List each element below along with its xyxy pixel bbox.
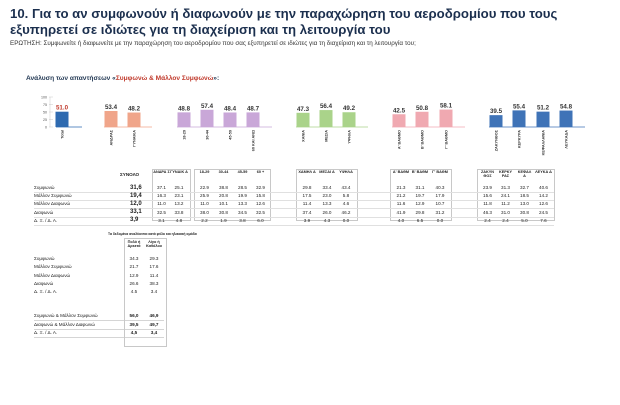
table-cell: 26.0 xyxy=(322,209,332,215)
table-cell: 31.0 xyxy=(501,209,510,215)
table2-header: Πολύ ή Αρκετά xyxy=(127,240,141,249)
table-cell: 25.1 xyxy=(174,185,184,190)
table-header-total: ΣΥΝΟΛΟ xyxy=(120,172,140,177)
table-row-divider xyxy=(34,208,554,209)
table-header-cell: 30-44 xyxy=(218,170,229,174)
category-label: Total xyxy=(60,130,65,139)
bar-value-label: 51.0 xyxy=(55,104,69,112)
table-cell: 21.2 xyxy=(396,193,406,199)
bar-value-label: 50.8 xyxy=(415,104,429,112)
table-total-value: 3,9 xyxy=(130,217,139,224)
table-header-cell: ΜΕΣΑΙ Α xyxy=(319,170,335,174)
table-header-cell: ΧΑΜΗΛ Α xyxy=(298,170,316,174)
table-cell: 5.8 xyxy=(342,193,350,199)
bar-value-label: 58.1 xyxy=(439,102,453,110)
bar xyxy=(560,111,573,127)
table2-summary-cell: 46,9 xyxy=(149,313,159,318)
table-cell: 37.1 xyxy=(157,185,166,190)
bar xyxy=(56,112,69,127)
table-row-divider xyxy=(34,217,554,218)
question-text: ΕΡΩΤΗΣΗ: Συμφωνείτε ή διαφωνείτε με την παραχώρηση του αεροδρομίου που σας εξυπηρετεί σε ιδιώτες για τη διαχείριση και τη λειτουργία του; xyxy=(10,40,416,47)
table-cell: 13.0 xyxy=(520,201,529,207)
table-cell: 24.5 xyxy=(539,209,548,215)
bar-value-label: 47.3 xyxy=(296,105,310,113)
table-cell: 12.9 xyxy=(415,201,425,207)
table2-row-label: Μάλλον Συμφωνώ xyxy=(34,264,72,270)
table-cell: 21.3 xyxy=(396,185,406,190)
table-cell: 29.8 xyxy=(302,185,312,190)
table-cell: 22.9 xyxy=(200,185,209,190)
y-tick-label: 0 xyxy=(45,125,47,130)
category-label: ΖΑΚΥΝΘΟΣ xyxy=(494,130,499,152)
bar-value-label: 55.4 xyxy=(512,103,526,111)
table2-cell: 21.7 xyxy=(129,264,139,270)
table-cell: 17.9 xyxy=(435,193,445,199)
category-label: ΓΥΝΑΙΚΑ xyxy=(132,130,137,147)
table2-cell: 4.5 xyxy=(130,289,138,295)
category-label: 60 ΚΑΙ ΑΝΩ xyxy=(251,130,256,152)
table-cell: 11.0 xyxy=(200,201,209,207)
table-header-cell: Α' ΒΑΘΜ xyxy=(392,170,410,174)
bar-value-label: 48.8 xyxy=(177,105,191,113)
table-header-cell: ΛΕΥΚΑ Δ xyxy=(535,170,552,174)
table-cell: 38.8 xyxy=(219,185,228,190)
table-cell: 41.9 xyxy=(396,209,406,215)
table2-cell: 34.3 xyxy=(129,256,139,261)
table-cell: 3.8 xyxy=(239,217,246,223)
table-cell: 11.2 xyxy=(501,201,510,207)
table-cell: 15.8 xyxy=(256,193,265,199)
category-label: Α' ΒΑΘΜΟ xyxy=(397,130,402,150)
table-cell: 10.1 xyxy=(219,201,228,207)
table-cell: 19.7 xyxy=(415,193,425,199)
table-cell: 4.0 xyxy=(397,217,405,223)
category-label: Γ' ΒΑΘΜΟ xyxy=(444,130,449,149)
table-cell: 2.4 xyxy=(484,217,491,223)
table-cell: 34.5 xyxy=(238,209,247,215)
table-cell: 23.1 xyxy=(174,193,184,199)
bar xyxy=(343,112,356,127)
table-total-value: 12,0 xyxy=(130,200,142,207)
table2-row-label: Διαφωνώ xyxy=(34,280,54,286)
bar xyxy=(247,112,260,127)
bar xyxy=(416,112,429,127)
table2-row-label: Δ. Ξ. / Δ. Α. xyxy=(34,289,58,295)
table-cell: 25.9 xyxy=(200,193,209,199)
table-header-cell: Γ' ΒΑΘΜ xyxy=(432,170,448,174)
bar xyxy=(537,112,550,127)
bar xyxy=(105,111,118,127)
bar xyxy=(513,110,526,127)
table-cell: 18.5 xyxy=(520,193,529,199)
table-cell: 4.3 xyxy=(323,217,331,223)
page-title: 10. Για το αν συμφωνούν ή διαφωνούν με την παραχώρηση του αεροδρομίου που τους εξυπηρετεί σε ιδιώτες για τη διαχείριση και τη λειτουργία του xyxy=(10,6,558,37)
table-cell: 4.6 xyxy=(342,201,350,207)
bar-value-label: 56.4 xyxy=(319,103,333,111)
subtitle-highlight: Συμφωνώ & Μάλλον Συμφωνώ xyxy=(115,75,214,82)
table-header-cell: ΚΕΦΑΛ Α xyxy=(517,170,532,179)
table-cell: 23.9 xyxy=(483,185,492,190)
table-cell: 28.5 xyxy=(238,185,247,190)
table-header-cell: 60 + xyxy=(256,170,265,174)
category-label: ΚΕΦΑΛΛΗΝΙΑ xyxy=(541,130,546,156)
table-cell: 7.6 xyxy=(540,217,547,223)
table-cell: 4.8 xyxy=(175,217,183,223)
table2-cell: 29.3 xyxy=(149,256,159,261)
table-cell: 33.4 xyxy=(322,185,332,190)
table2-row-label: Συμφωνώ xyxy=(34,256,55,261)
table-row-label: Μάλλον Συμφωνώ xyxy=(34,193,72,199)
table-cell: 1.9 xyxy=(220,217,227,223)
table-cell: 40.6 xyxy=(539,185,548,190)
subtitle-suffix: »: xyxy=(213,75,220,82)
table-row-divider xyxy=(34,192,554,193)
bar-value-label: 42.5 xyxy=(392,107,406,115)
table-cell: 32.9 xyxy=(256,185,265,190)
bar-value-label: 54.8 xyxy=(559,103,573,111)
table-row-divider xyxy=(34,200,554,201)
table-cell: 31.1 xyxy=(415,185,425,190)
category-label: ΜΕΣΙΑ xyxy=(324,130,329,142)
table-cell: 23.0 xyxy=(322,193,332,199)
table-cell: 29.8 xyxy=(415,209,425,215)
table-cell: 12.6 xyxy=(539,201,548,207)
table-header-cell: ΥΨΗΛΑ xyxy=(339,170,353,174)
table-cell: 3.9 xyxy=(303,217,311,223)
table-cell: 10.7 xyxy=(435,201,445,207)
y-tick-label: 50 xyxy=(43,110,47,115)
table-row-label: Μάλλον Διαφωνώ xyxy=(34,201,71,207)
table2-summary-label: Διαφωνώ & Μάλλον Διαφωνώ xyxy=(34,321,95,327)
bar xyxy=(490,115,503,127)
table-cell: 37.4 xyxy=(302,209,312,215)
bar-value-label: 53.4 xyxy=(104,103,118,111)
table-cell: 20.8 xyxy=(219,193,228,199)
category-label: ΑΝΔΡΑΣ xyxy=(109,130,114,146)
category-label: ΚΕΡΚΥΡΑ xyxy=(517,130,522,149)
table-cell: 11.8 xyxy=(483,201,492,207)
table-cell: 12.6 xyxy=(256,201,265,207)
category-label: ΛΕΥΚΑΔΑ xyxy=(564,130,569,149)
table-cell: 11.0 xyxy=(157,201,166,207)
table-cell: 43.4 xyxy=(341,185,351,190)
table-header-cell: ΓΥΝΑΙΚ Α xyxy=(170,170,188,174)
table-cell: 31.3 xyxy=(501,185,510,190)
table-header-cell: Β' ΒΑΘΜ xyxy=(411,170,429,174)
table-cell: 6.0 xyxy=(257,217,264,223)
category-label: 45-59 xyxy=(228,130,233,140)
table-cell: 11.4 xyxy=(302,201,312,207)
y-tick-label: 75 xyxy=(43,103,47,107)
table-row-label: Συμφωνώ xyxy=(34,185,55,190)
table2-row-label: Μάλλον Διαφωνώ xyxy=(34,272,71,278)
table-cell: 46.3 xyxy=(483,209,492,215)
bar xyxy=(320,110,333,127)
bar-value-label: 48.7 xyxy=(246,105,260,113)
table-header-cell: 18-29 xyxy=(199,170,210,174)
table-cell: 13.3 xyxy=(322,201,332,207)
table-total-value: 19,4 xyxy=(130,192,142,199)
table2-summary-cell: 3,4 xyxy=(150,330,158,335)
table-cell: 32.7 xyxy=(520,185,529,190)
table-cell: 2.4 xyxy=(502,217,509,223)
table2-cell: 17.6 xyxy=(149,264,159,270)
table-cell: 16.3 xyxy=(157,193,166,199)
table-header-cell: ΚΕΡΚΥ ΡΑΣ xyxy=(498,170,513,179)
table2-summary-label: Συμφωνώ & Μάλλον Συμφωνώ xyxy=(34,313,98,318)
bar-value-label: 49.2 xyxy=(342,105,356,113)
table2-note: Τα δεδομένα αναλύονται κατά φύλο και ηλικιακή ομάδα xyxy=(108,232,197,236)
table-cell: 46.2 xyxy=(341,209,351,215)
category-label: ΧΑΝΙΑ xyxy=(301,130,306,142)
table-cell: 0.0 xyxy=(342,217,350,223)
table2-summary-label: Δ. Ξ. / Δ. Α. xyxy=(34,330,58,335)
table2-cell: 3.4 xyxy=(150,289,158,295)
table-total-value: 31,6 xyxy=(130,184,142,191)
subtitle-prefix: Ανάλυση των απαντήσεων « xyxy=(26,75,116,82)
table2-cell: 26.6 xyxy=(129,280,139,286)
table-cell: 40.3 xyxy=(435,185,445,190)
table-cell: 14.2 xyxy=(539,193,548,199)
table-cell: 3.1 xyxy=(158,217,165,223)
table-cell: 19.9 xyxy=(238,193,247,199)
bar xyxy=(201,110,214,127)
table-cell: 5.0 xyxy=(521,217,528,223)
table-cell: 17.5 xyxy=(302,193,312,199)
table-cell: 13.2 xyxy=(174,201,184,207)
category-label: 30-44 xyxy=(205,130,210,140)
table-header-cell: 45-59 xyxy=(237,170,248,174)
table-total-value: 33,1 xyxy=(130,209,142,216)
bar-value-label: 57.4 xyxy=(200,102,214,110)
table-cell: 13.3 xyxy=(238,201,247,207)
bar xyxy=(440,110,453,127)
category-label: 18-29 xyxy=(182,130,187,140)
table-cell: 38.0 xyxy=(200,209,209,215)
table-cell: 15.6 xyxy=(483,193,492,199)
table-row-divider xyxy=(34,225,554,226)
bar-value-label: 51.2 xyxy=(536,104,550,112)
bar xyxy=(224,112,237,127)
table-cell: 11.6 xyxy=(396,201,406,207)
bar xyxy=(128,113,141,127)
y-tick-label: 100 xyxy=(41,95,47,100)
table-header-cell: ΑΝΔΡΑ Σ xyxy=(153,170,170,174)
table-cell: 32.5 xyxy=(256,209,265,215)
table-cell: 0.0 xyxy=(436,217,444,223)
table-cell: 30.8 xyxy=(520,209,529,215)
table2-cell: 11.4 xyxy=(149,272,159,278)
table-cell: 32.5 xyxy=(157,209,166,215)
table2-summary-cell: 56,0 xyxy=(129,313,139,318)
table-cell: 6.5 xyxy=(416,217,424,223)
bar xyxy=(393,114,406,127)
table2-cell: 12.9 xyxy=(129,272,139,278)
category-label: Β' ΒΑΘΜΟ xyxy=(420,130,425,150)
table-cell: 33.8 xyxy=(174,209,184,215)
table2-summary-cell: 49,7 xyxy=(149,321,159,327)
table-header-cell: ΖΑΚΥΝ ΘΟΣ xyxy=(480,170,495,179)
y-tick-label: 25 xyxy=(43,118,47,122)
bar xyxy=(178,112,191,127)
table2-box xyxy=(124,238,167,347)
bar-value-label: 48.2 xyxy=(127,105,141,113)
table-cell: 24.1 xyxy=(501,193,510,199)
table2-summary-cell: 39,5 xyxy=(129,321,139,327)
table-row-label: Δ. Ξ. / Δ. Α. xyxy=(34,217,58,223)
table2-header: Λίγο ή Καθόλου xyxy=(146,240,162,249)
category-label: ΥΨΗΛΑ xyxy=(347,130,352,144)
bar-value-label: 48.4 xyxy=(223,105,237,113)
table-row-label: Διαφωνώ xyxy=(34,209,54,215)
table2-summary-cell: 4,5 xyxy=(130,330,138,335)
table-cell: 31.2 xyxy=(435,209,445,215)
table-cell: 30.8 xyxy=(219,209,228,215)
table-cell: 2.2 xyxy=(201,217,208,223)
table2-cell: 38.3 xyxy=(149,280,159,286)
bar xyxy=(297,113,310,127)
bar-value-label: 39.5 xyxy=(489,108,503,116)
